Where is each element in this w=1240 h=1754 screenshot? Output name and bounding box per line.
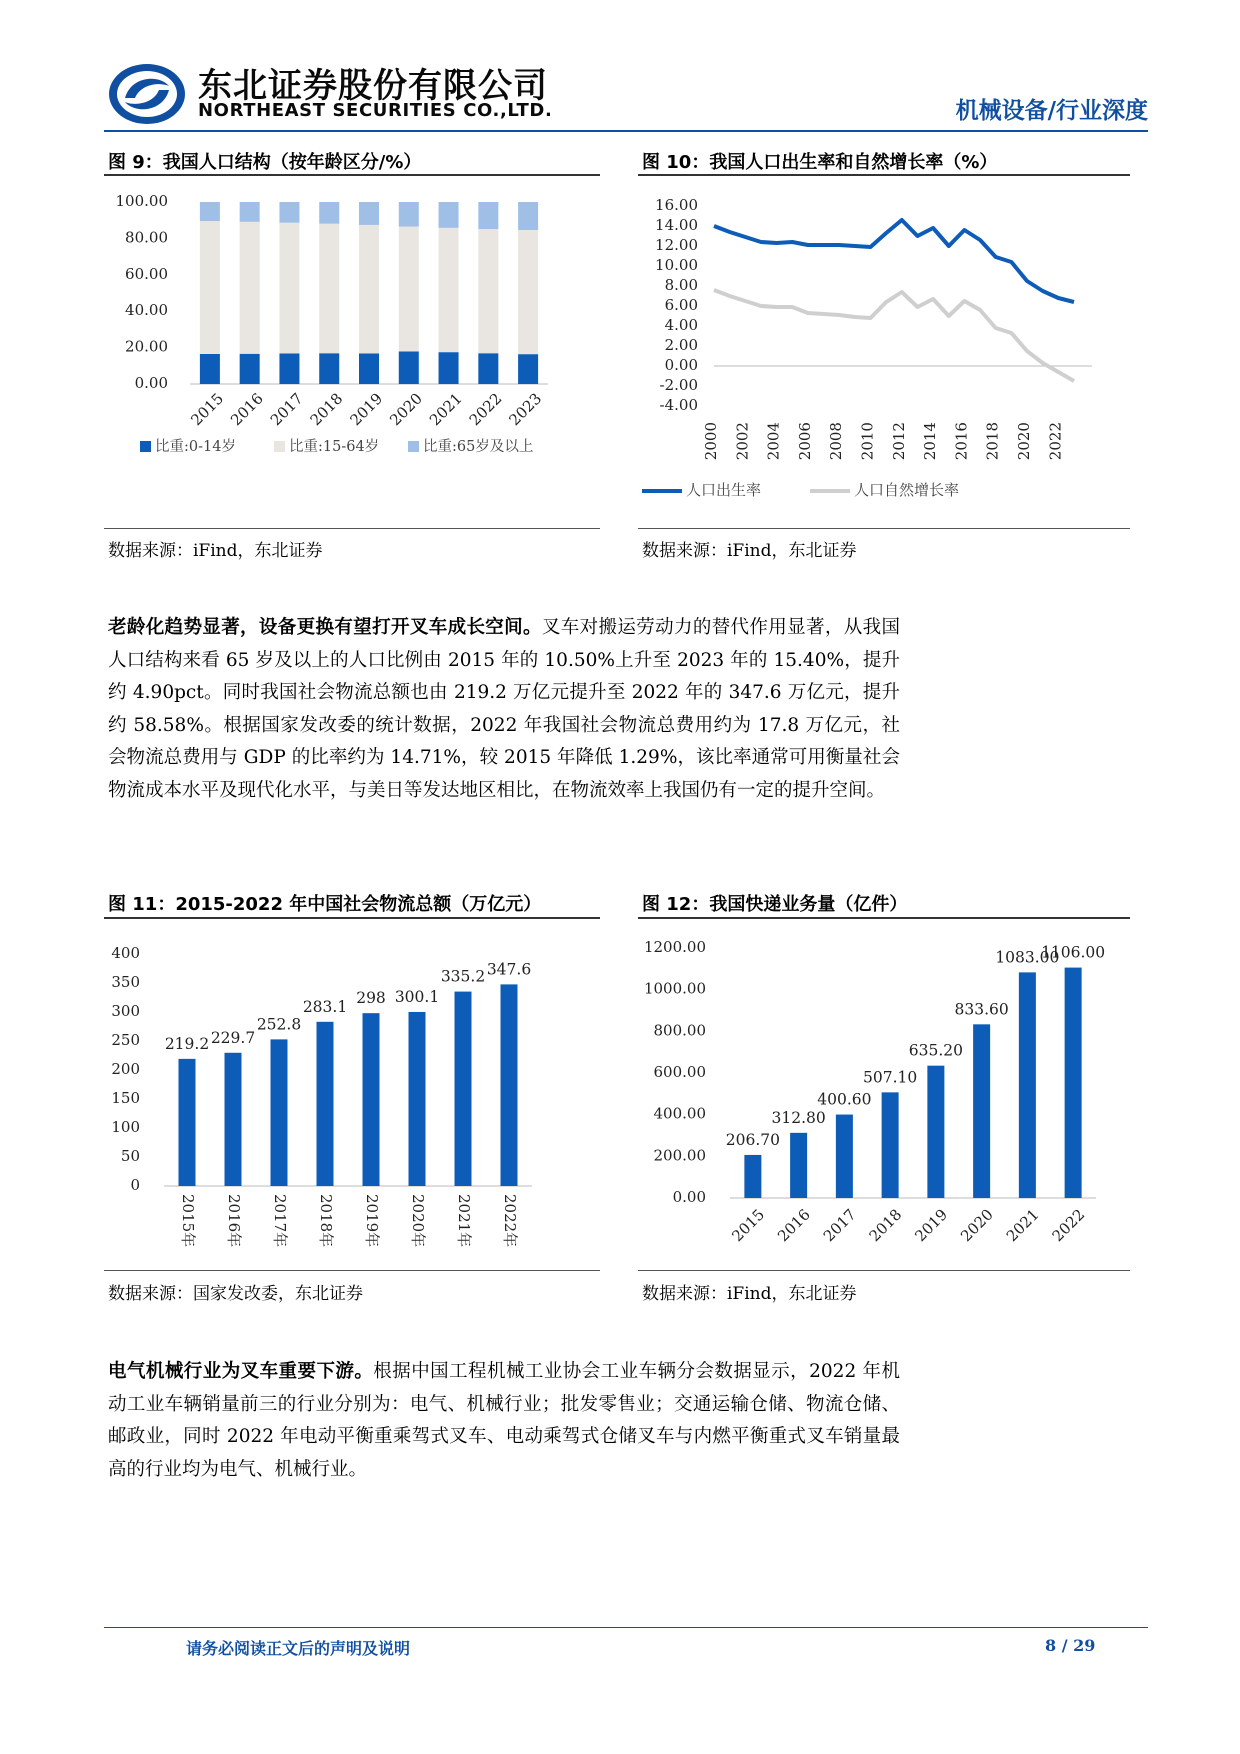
fig11-ytick-label: 50 [120,1147,140,1165]
fig10-ytick-label: 10.00 [655,256,698,274]
fig9-bar-segment [319,353,339,384]
footer-disclaimer: 请务必阅读正文后的声明及说明 [186,1639,411,1658]
fig9-bar-segment [439,228,459,352]
fig12-data-label: 1083.00 [995,948,1060,967]
fig12-ytick-label: 400.00 [653,1104,706,1123]
fig9-bar-segment [240,202,260,222]
fig10-bottom-rule [638,528,1130,529]
fig11-ytick-label: 250 [111,1031,140,1049]
fig11-bar [179,1059,196,1186]
fig11-data-label: 283.1 [302,997,348,1016]
fig9-chart [104,182,604,522]
fig9-xtick-label: 2017 [266,389,307,430]
fig9-bar-segment [200,354,220,384]
fig12-ytick-label: 1200.00 [643,938,706,956]
fig10-top-rule [638,174,1130,176]
fig9-xtick-label: 2022 [465,389,506,430]
fig10-xtick-label: 2014 [921,422,940,461]
fig9-bar-segment [200,202,220,221]
fig11-xtick-label: 2018年 [317,1194,335,1248]
fig9-ytick-label: 80.00 [125,228,168,247]
fig11-ytick-label: 300 [111,1002,140,1020]
fig11-ytick-label: 200 [111,1060,140,1078]
fig12-bar [1065,968,1082,1198]
fig11-xtick-label: 2020年 [409,1194,427,1248]
fig11-data-label: 219.2 [164,1034,210,1053]
fig11-bar [409,1012,426,1186]
fig9-bar-segment [200,221,220,354]
fig9-ytick-label: 20.00 [125,337,168,356]
fig9-ytick-label: 60.00 [125,264,168,283]
fig10-ytick-label: 8.00 [664,276,698,294]
fig9-bar-segment [279,353,299,384]
fig12-xtick-label: 2021 [1002,1205,1043,1246]
fig10-xtick-label: 2002 [733,422,752,461]
company-name-en: NORTHEAST SECURITIES CO.,LTD. [198,100,553,121]
fig9-xtick-label: 2018 [306,389,347,430]
fig11-ytick-label: 350 [111,973,140,991]
fig9-bar-segment [439,202,459,228]
fig12-xtick-label: 2017 [819,1205,860,1246]
fig9-bar-segment [399,227,419,352]
fig12-data-label: 833.60 [954,1000,1009,1019]
fig9-ytick-label: 100.00 [115,192,168,210]
fig12-xtick-label: 2015 [728,1205,769,1246]
fig12-source: 数据来源：iFind，东北证券 [642,1284,857,1304]
fig12-xtick-label: 2018 [865,1205,906,1246]
fig10-xtick-label: 2008 [827,422,846,461]
fig11-chart [104,924,604,1264]
fig11-bar [271,1039,288,1186]
fig9-xtick-label: 2023 [505,389,546,430]
fig9-bar-segment [279,223,299,354]
fig12-xtick-label: 2022 [1048,1205,1089,1246]
fig9-legend-swatch [274,441,285,452]
fig12-xtick-label: 2019 [911,1205,952,1246]
fig11-xtick-label: 2021年 [455,1194,473,1248]
fig9-bar-segment [439,352,459,384]
fig12-ytick-label: 1000.00 [643,979,706,998]
fig10-xtick-label: 2004 [764,422,783,461]
fig9-bottom-rule [104,528,600,529]
fig10-xtick-label: 2020 [1015,422,1034,461]
fig11-ytick-label: 400 [111,944,140,962]
fig12-ytick-label: 800.00 [653,1021,706,1040]
fig9-bar-segment [478,353,498,384]
fig10-series-line [714,290,1074,381]
fig11-xtick-label: 2022年 [501,1194,519,1248]
fig9-bar-segment [240,354,260,384]
fig10-ytick-label: -4.00 [659,396,698,414]
fig10-ytick-label: -2.00 [659,376,698,394]
fig9-xtick-label: 2015 [187,389,228,430]
fig12-bar [836,1115,853,1198]
fig11-data-label: 229.7 [210,1028,256,1047]
paragraph-aging-trend-body: 叉车对搬运劳动力的替代作用显著，从我国人口结构来看 65 岁及以上的人口比例由 2015 年的 10.50%上升至 2023 年的 15.40%，提升约 4.90pct。同时我国社会物流总额也由 219.2 万亿元提升至 2022 年的 347.6 万亿元，提升约 58.58%。根据国家发改委的统计数据，2022 年我国社会物流总费用约为 17.8 万亿元，社会物流总费用与 GDP 的比率约为 14.71%，较 2015 年降低 1.29%，该比率通常可用衡量社会物流成本水平及现代化水平，与美日等发达地区相比，在物流效率上我国仍有一定的提升空间。 [108,617,900,801]
fig12-ytick-label: 0.00 [672,1188,706,1206]
fig10-chart [638,182,1138,522]
fig11-bar [225,1053,242,1186]
fig9-ytick-label: 0.00 [134,374,168,392]
fig12-top-rule [638,917,1130,919]
company-name-cn: 东北证券股份有限公司 [198,66,548,106]
fig10-ytick-label: 0.00 [664,356,698,374]
fig10-ytick-label: 12.00 [655,236,698,254]
fig10-xtick-label: 2012 [889,422,908,461]
fig9-bar-segment [319,224,339,354]
fig9-bar-segment [518,230,538,354]
page-header [104,56,1148,130]
page-number: 8 / 29 [1045,1636,1096,1655]
fig12-data-label: 206.70 [725,1130,780,1149]
fig11-data-label: 298 [356,989,386,1008]
fig12-bar [790,1133,807,1198]
fig10-ytick-label: 2.00 [664,336,698,354]
fig9-xtick-label: 2021 [425,389,466,430]
northeast-securities-logo-icon [107,62,187,126]
fig9-source: 数据来源：iFind，东北证券 [108,541,323,561]
fig9-bar-segment [399,351,419,384]
fig11-data-label: 347.6 [486,960,532,979]
fig9-xtick-label: 2016 [227,389,267,430]
fig9-bar-segment [279,202,299,223]
fig11-xtick-label: 2016年 [225,1194,243,1248]
fig12-ytick-label: 600.00 [653,1063,706,1081]
fig9-xtick-label: 2020 [386,389,426,430]
fig11-ytick-label: 150 [111,1089,140,1107]
fig11-bar [455,992,472,1186]
fig11-data-label: 252.8 [256,1015,302,1034]
fig10-title: 图 10：我国人口出生率和自然增长率（%） [642,152,998,173]
fig11-title: 图 11：2015-2022 年中国社会物流总额（万亿元） [108,894,542,915]
fig12-title: 图 12：我国快递业务量（亿件） [642,894,908,915]
fig12-bar [744,1155,761,1198]
fig9-legend-label: 比重:0-14岁 [155,439,236,455]
fig11-bar [363,1013,380,1186]
fig9-legend-label: 比重:65岁及以上 [423,439,534,455]
fig10-xtick-label: 2016 [952,422,971,461]
fig11-top-rule [104,917,600,919]
fig10-ytick-label: 16.00 [655,196,698,214]
fig10-series-line [714,220,1074,302]
fig12-data-label: 312.80 [771,1108,826,1127]
fig9-legend-swatch [140,441,151,452]
fig12-data-label: 1106.00 [1041,943,1106,962]
fig12-data-label: 507.10 [863,1068,918,1087]
fig10-xtick-label: 2018 [983,422,1002,461]
fig12-bottom-rule [638,1270,1130,1271]
fig9-bar-segment [478,202,498,229]
paragraph-aging-trend [108,612,900,807]
fig11-bar [501,984,518,1186]
fig11-xtick-label: 2017年 [271,1194,289,1248]
fig12-bar [1019,972,1036,1198]
fig12-data-label: 400.60 [817,1090,872,1109]
fig12-xtick-label: 2016 [774,1205,814,1246]
fig9-bar-segment [359,202,379,225]
fig11-ytick-label: 0 [130,1176,140,1194]
fig9-bar-segment [359,225,379,353]
fig12-bar [973,1024,990,1198]
fig12-bar [927,1066,944,1198]
fig9-bar-segment [359,353,379,384]
fig11-data-label: 335.2 [440,967,486,986]
paragraph-downstream-body: 根据中国工程机械工业协会工业车辆分会数据显示，2022 年机动工业车辆销量前三的行业分别为：电气、机械行业；批发零售业；交通运输仓储、物流仓储、邮政业，同时 2022 年电动平衡重乘驾式叉车、电动乘驾式仓储叉车与内燃平衡重式叉车销量最高的行业均为电气、机械行业。 [108,1361,900,1480]
fig12-chart [638,924,1138,1264]
fig10-xtick-label: 2000 [702,422,720,461]
fig10-xtick-label: 2006 [795,422,814,461]
fig11-ytick-label: 100 [111,1118,140,1136]
fig9-bar-segment [518,202,538,230]
fig10-legend-label: 人口自然增长率 [854,481,960,499]
fig11-xtick-label: 2015年 [179,1194,197,1248]
fig11-bar [317,1022,334,1186]
fig9-bar-segment [399,202,419,227]
fig9-title: 图 9：我国人口结构（按年龄区分/%） [108,152,422,173]
fig9-ytick-label: 40.00 [125,301,168,320]
fig9-bar-segment [240,222,260,354]
fig9-top-rule [104,174,600,176]
fig11-source: 数据来源：国家发改委，东北证券 [108,1284,363,1304]
fig9-legend-swatch [408,441,419,452]
fig10-ytick-label: 4.00 [664,316,698,334]
fig9-bar-segment [518,354,538,384]
fig11-xtick-label: 2019年 [363,1194,381,1248]
fig9-xtick-label: 2019 [346,389,387,430]
fig9-bar-segment [319,202,339,224]
fig10-ytick-label: 6.00 [664,296,698,314]
fig12-xtick-label: 2020 [957,1205,997,1246]
fig10-xtick-label: 2010 [858,422,877,461]
fig12-bar [882,1092,899,1198]
fig9-legend-label: 比重:15-64岁 [289,439,380,455]
section-tag: 机械设备/行业深度 [955,97,1148,124]
fig12-data-label: 635.20 [908,1041,963,1060]
fig11-bottom-rule [104,1270,600,1271]
paragraph-aging-trend-lead: 老龄化趋势显著，设备更换有望打开叉车成长空间。 [108,617,542,638]
header-divider [104,130,1148,132]
fig11-data-label: 300.1 [394,987,440,1006]
paragraph-downstream-lead: 电气机械行业为叉车重要下游。 [108,1361,374,1382]
footer-divider [104,1627,1148,1628]
paragraph-downstream [108,1356,900,1486]
fig10-source: 数据来源：iFind，东北证券 [642,541,857,561]
fig10-ytick-label: 14.00 [655,216,698,234]
fig10-xtick-label: 2022 [1046,422,1065,461]
fig9-bar-segment [478,229,498,353]
fig12-ytick-label: 200.00 [653,1146,706,1165]
fig10-legend-label: 人口出生率 [686,481,762,499]
